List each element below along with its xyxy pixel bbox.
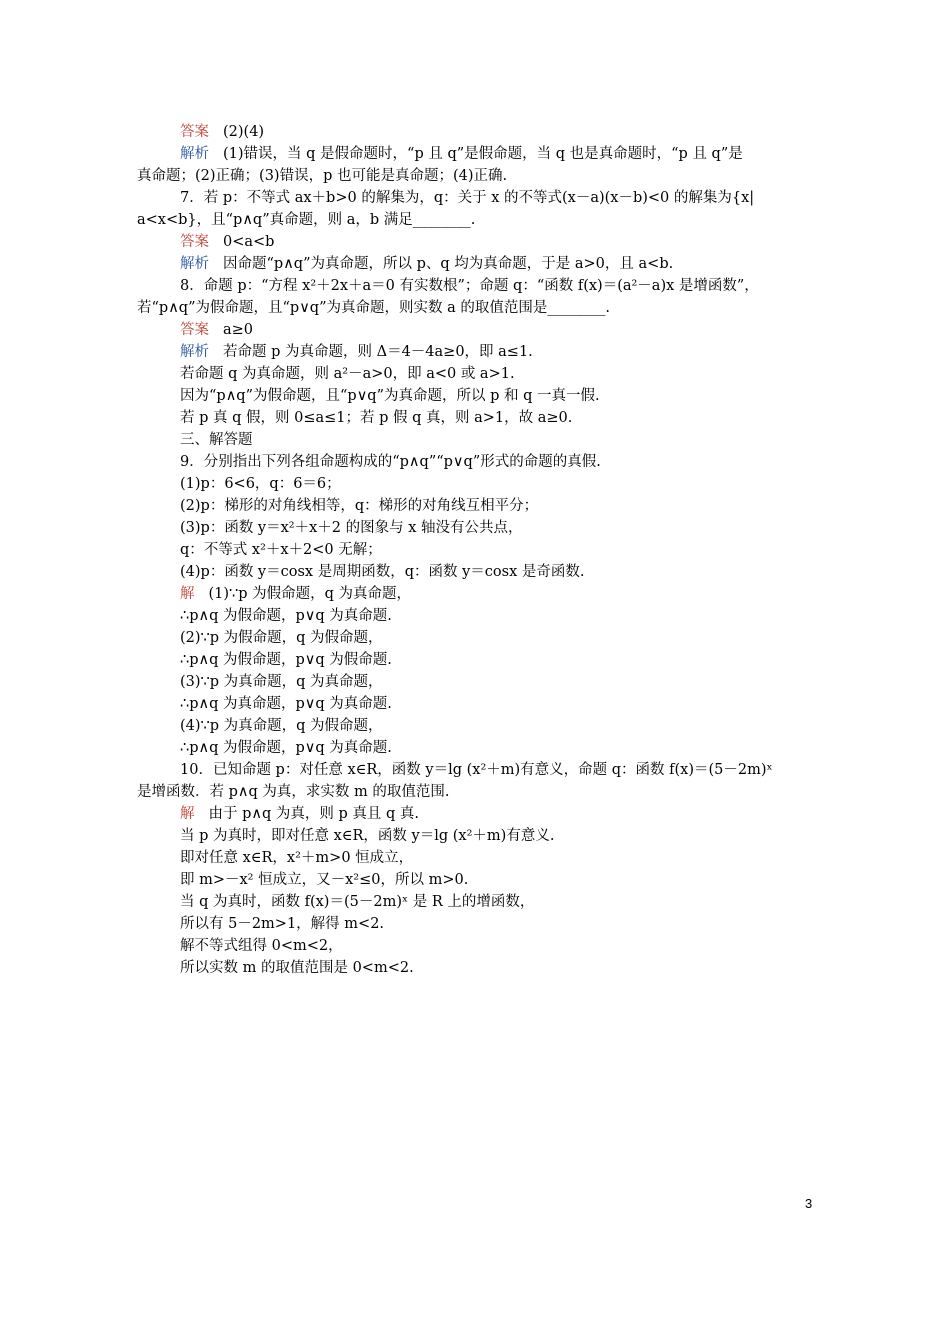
text-line [137,451,817,473]
line-text: q：不等式 x²＋x＋2<0 无解； [180,542,382,558]
text-line [137,187,817,209]
text-line [137,715,817,737]
text-line [137,825,817,847]
text-line [137,407,817,429]
text-line [137,165,817,187]
line-text: 是增函数．若 p∧q 为真，求实数 m 的取值范围. [137,784,450,800]
line-text: (1)∵p 为假命题，q 为真命题， [208,586,412,602]
line-text: 若 p 真 q 假，则 0≤a≤1；若 p 假 q 真，则 a>1，故 a≥0. [180,410,573,426]
text-line [137,495,817,517]
text-line [137,847,817,869]
line-text: (3)p：函数 y＝x²＋x＋2 的图象与 x 轴没有公共点， [180,520,523,536]
line-text: 因命题“p∧q”为真命题，所以 p、q 均为真命题，于是 a>0，且 a<b. [223,256,674,272]
line-text: ∴p∧q 为假命题，p∨q 为假命题. [180,652,392,668]
text-line [137,605,817,627]
line-text: 即对任意 x∈R，x²＋m>0 恒成立， [180,850,414,866]
analysis-label: 解析 [180,344,209,360]
line-text: (1)错误，当 q 是假命题时，“p 且 q”是假命题，当 q 也是真命题时，“p 且 q”是 [223,146,743,162]
text-line [137,275,817,297]
page-number: 3 [805,1196,813,1211]
line-text: (1)p：6<6，q：6＝6； [180,476,341,492]
text-line [137,869,817,891]
text-line [137,473,817,495]
line-text: (2)p：梯形的对角线相等，q：梯形的对角线互相平分； [180,498,539,514]
line-text: (2)∵p 为假命题，q 为假命题， [180,630,383,646]
line-text: 解不等式组得 0<m<2， [180,938,343,954]
line-text: (4)p：函数 y＝cosx 是周期函数，q：函数 y＝cosx 是奇函数. [180,564,585,580]
analysis-label: 解析 [180,256,209,272]
text-line [137,385,817,407]
text-line [137,583,817,605]
text-line [137,627,817,649]
text-line [137,737,817,759]
text-line [137,803,817,825]
line-text: 所以实数 m 的取值范围是 0<m<2. [180,960,414,976]
analysis-label: 解析 [180,146,209,162]
line-text: 当 q 为真时，函数 f(x)＝(5－2m)ˣ 是 R 上的增函数， [180,894,535,910]
line-text: 10．已知命题 p：对任意 x∈R，函数 y＝lg (x²＋m)有意义，命题 q：函数 f(x)＝(5－2m)ˣ [180,762,773,778]
text-line [137,935,817,957]
line-text: 若命题 q 为真命题，则 a²－a>0，即 a<0 或 a>1. [180,366,515,382]
line-text: (4)∵p 为真命题，q 为假命题， [180,718,383,734]
line-text: ∴p∧q 为假命题，p∨q 为真命题. [180,608,392,624]
text-line [137,231,817,253]
text-line [137,341,817,363]
line-text: 三、解答题 [180,432,253,448]
text-line [137,297,817,319]
document-body [137,121,817,979]
line-text: 8．命题 p：“方程 x²＋2x＋a＝0 有实数根”；命题 q：“函数 f(x)＝(a²－a)x 是增函数”， [180,278,759,294]
line-text: 若命题 p 为真命题，则 Δ＝4－4a≥0，即 a≤1. [223,344,533,360]
text-line [137,561,817,583]
solution-label: 解 [180,806,195,822]
text-line [137,649,817,671]
text-line [137,957,817,979]
line-text: 当 p 为真时，即对任意 x∈R，函数 y＝lg (x²＋m)有意义. [180,828,555,844]
line-text: 9．分别指出下列各组命题构成的“p∧q”“p∨q”形式的命题的真假. [180,454,601,470]
text-line [137,891,817,913]
text-line [137,209,817,231]
line-text: ∴p∧q 为假命题，p∨q 为真命题. [180,740,392,756]
line-text: 即 m>－x² 恒成立，又－x²≤0，所以 m>0. [180,872,469,888]
text-line [137,253,817,275]
text-line [137,363,817,385]
text-line [137,913,817,935]
line-text: (3)∵p 为真命题，q 为真命题， [180,674,383,690]
text-line [137,429,817,451]
line-text: 7．若 p：不等式 ax＋b>0 的解集为，q：关于 x 的不等式(x－a)(x－b)<0 的解集为{x| [180,190,755,206]
answer-label: 答案 [180,234,209,250]
text-line [137,781,817,803]
line-text: a<x<b}，且“p∧q”真命题，则 a，b 满足________. [137,212,476,228]
line-text: 若“p∧q”为假命题，且“p∨q”为真命题，则实数 a 的取值范围是________. [137,300,610,316]
line-text: 0<a<b [223,234,275,250]
text-line [137,319,817,341]
line-text: 真命题；(2)正确；(3)错误，p 也可能是真命题；(4)正确. [137,168,508,184]
text-line [137,121,817,143]
answer-label: 答案 [180,124,209,140]
line-text: 所以有 5－2m>1，解得 m<2. [180,916,385,932]
text-line [137,517,817,539]
line-text: a≥0 [223,322,254,338]
text-line [137,539,817,561]
text-line [137,693,817,715]
line-text: 由于 p∧q 为真，则 p 真且 q 真. [208,806,420,822]
line-text: ∴p∧q 为真命题，p∨q 为真命题. [180,696,392,712]
solution-label: 解 [180,586,195,602]
line-text: (2)(4) [223,124,265,140]
text-line [137,759,817,781]
text-line [137,671,817,693]
text-line [137,143,817,165]
line-text: 因为“p∧q”为假命题，且“p∨q”为真命题，所以 p 和 q 一真一假. [180,388,600,404]
answer-label: 答案 [180,322,209,338]
